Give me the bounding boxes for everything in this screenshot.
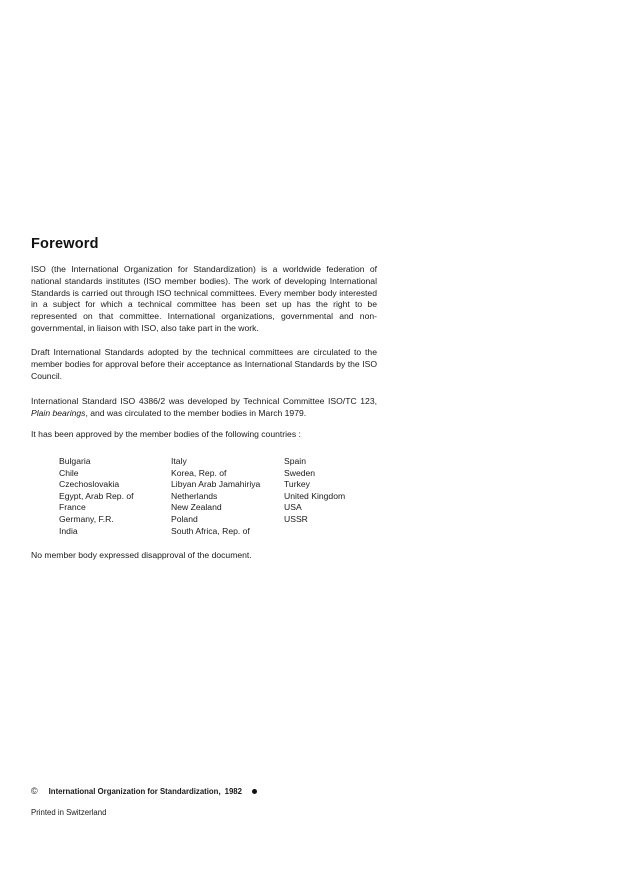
paragraph-approval: It has been approved by the member bodies of the following countries : xyxy=(31,429,301,439)
paragraph-draft-standards: Draft International Standards adopted by the technical committees are circulated to the member bodies for approval before their acceptance as International Standards by the ISO Council. xyxy=(31,347,377,381)
country-column-2 xyxy=(171,456,284,537)
country-name: Libyan Arab Jamahiriya xyxy=(171,479,261,490)
copyright-text: International Organization for Standardization, xyxy=(48,786,221,796)
bullet-dot-icon xyxy=(252,789,257,794)
development-text-end: , and was circulated to the member bodies in March 1979. xyxy=(85,407,307,418)
development-text-start: International Standard ISO 4386/2 was developed by Technical Committee ISO/TC 123, xyxy=(31,396,377,406)
country-name: Poland xyxy=(171,513,198,524)
country-name: South Africa, Rep. of xyxy=(171,525,250,536)
paragraph-iso-federation: ISO (the International Organization for Standardization) is a worldwide federation of national standards institutes (ISO member bodies). The work of developing International Standards is carried out through ISO technical committees. Every member body interested in a subject for which a technical committee has been set up has the right to be represented on that committee. International organizations, governmental and non-governmental, in liaison with ISO, also take part in the work. xyxy=(31,264,377,333)
copyright-year: 1982 xyxy=(224,786,242,796)
country-name: France xyxy=(59,502,86,513)
foreword-heading: Foreword xyxy=(31,236,99,252)
country-column-3 xyxy=(284,456,384,537)
country-name: Netherlands xyxy=(171,490,218,501)
country-name: Korea, Rep. of xyxy=(171,467,227,478)
country-name: Bulgaria xyxy=(59,456,91,466)
country-name: USA xyxy=(284,502,302,513)
country-name: Chile xyxy=(59,467,79,478)
paragraph-development xyxy=(31,396,377,420)
country-name: Egypt, Arab Rep. of xyxy=(59,490,134,501)
country-list xyxy=(59,456,384,537)
country-name: Czechoslovakia xyxy=(59,479,120,490)
country-name: Sweden xyxy=(284,467,316,478)
country-name: Spain xyxy=(284,456,306,466)
country-name: Turkey xyxy=(284,479,310,490)
copyright-line xyxy=(31,786,257,796)
committee-title-italic: Plain bearings xyxy=(31,407,86,418)
country-name: Germany, F.R. xyxy=(59,513,114,524)
country-name: USSR xyxy=(284,513,308,524)
country-name: India xyxy=(59,525,78,536)
country-name: Italy xyxy=(171,456,187,466)
paragraph-no-disapproval: No member body expressed disapproval of the document. xyxy=(31,550,252,560)
country-name: United Kingdom xyxy=(284,490,346,501)
copyright-symbol: © xyxy=(31,786,38,796)
printed-in-line: Printed in Switzerland xyxy=(31,808,107,817)
country-column-1 xyxy=(59,456,171,537)
country-name: New Zealand xyxy=(171,502,222,513)
